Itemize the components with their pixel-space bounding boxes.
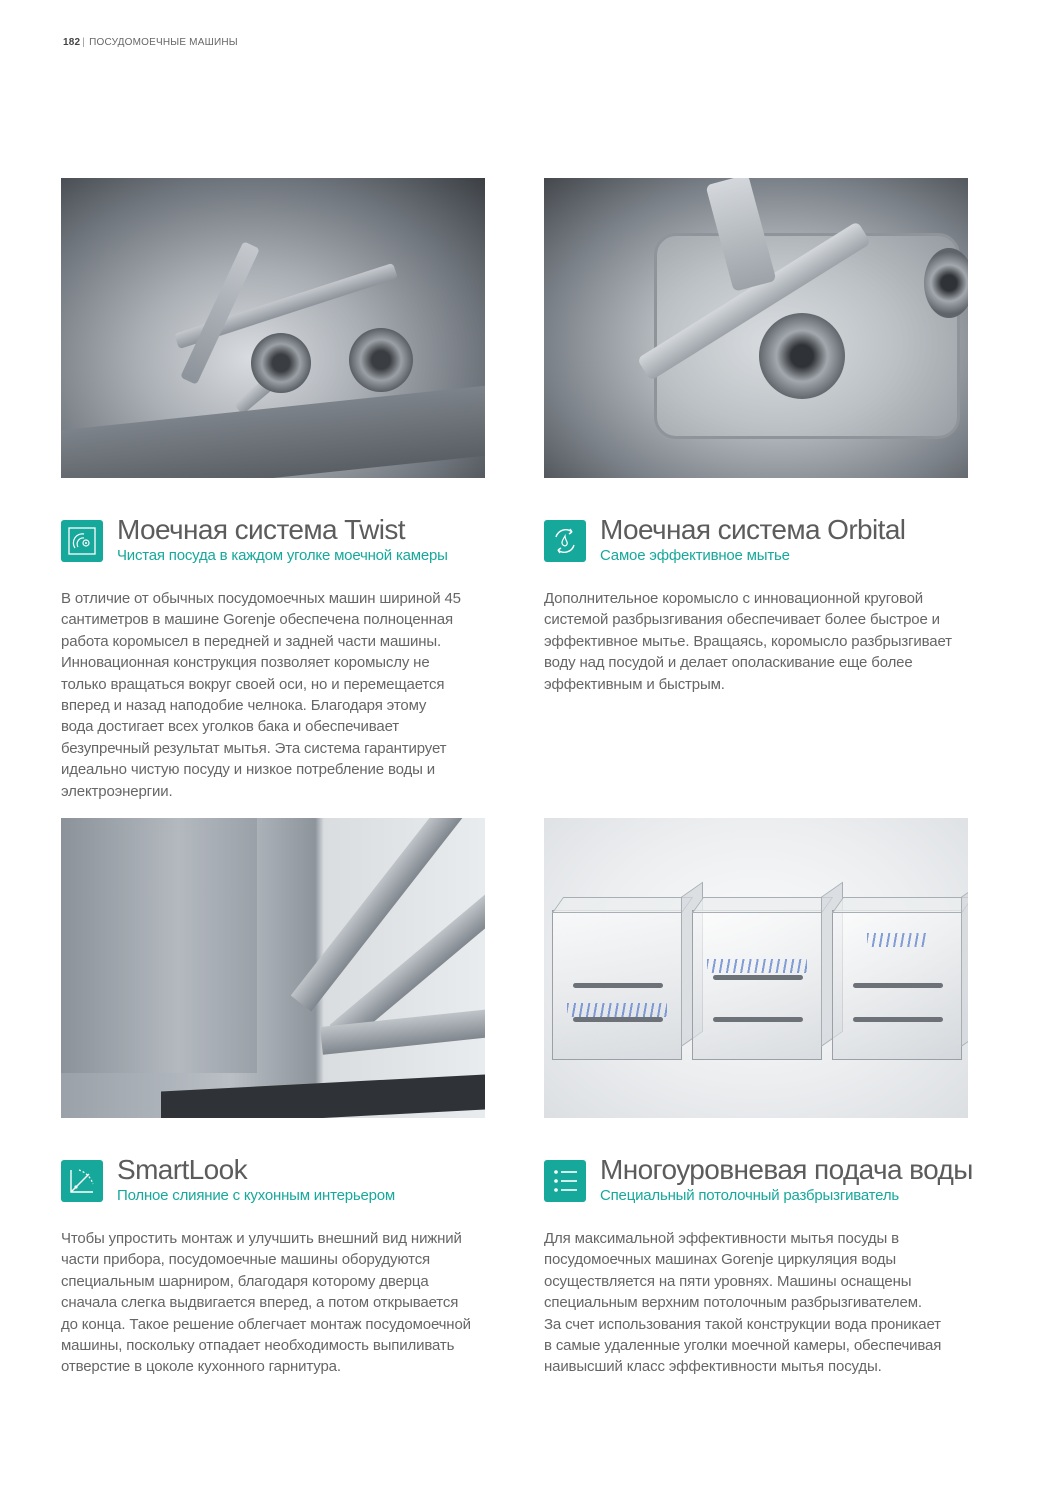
- description-line: только вращаться вокруг своей оси, но и перемещается: [61, 675, 445, 693]
- page-header: [63, 37, 238, 48]
- description-line: вода достигает всех уголков бака и обеспечивает: [61, 718, 399, 736]
- dishwasher-diagram-ceiling-level: [832, 910, 962, 1060]
- feature-subtitle: Чистая посуда в каждом уголке моечной камеры: [117, 547, 448, 564]
- description-line: Дополнительное коромысло с инновационной круговой: [544, 590, 924, 607]
- twist-spray-icon: [61, 520, 103, 562]
- dishwasher-diagram-lower-level: [552, 910, 682, 1060]
- description-line: сантиметров в машине Gorenje обеспечена полноценная: [61, 611, 453, 629]
- page-number: 182: [63, 37, 81, 48]
- description-line: в самые удаленные уголки моечной камеры, обеспечивая: [544, 1337, 942, 1355]
- feature-description: [61, 1228, 485, 1378]
- description-line: За счет использования такой конструкции вода проникает: [544, 1315, 941, 1333]
- twist-wash-system-photo: [61, 178, 485, 478]
- description-line: эффективное мытье. Вращаясь, коромысло разбрызгивает: [544, 632, 952, 650]
- smartlook-hinge-photo: [61, 818, 485, 1118]
- feature-title: Многоуровневая подача воды: [600, 1154, 973, 1185]
- description-line: осуществляется на пяти уровнях. Машины оснащены: [544, 1272, 912, 1290]
- description-line: эффективным и быстрым.: [544, 675, 725, 693]
- description-line: до конца. Такое решение облегчает монтаж посудомоечной: [61, 1315, 471, 1333]
- feature-description: [544, 588, 968, 695]
- feature-subtitle: Полное слияние с кухонным интерьером: [117, 1187, 396, 1204]
- description-line: машины, поскольку отпадает необходимость выпиливать: [61, 1337, 455, 1355]
- feature-title: Моечная система Twist: [117, 514, 405, 545]
- feature-subtitle: Самое эффективное мытье: [600, 547, 790, 564]
- description-line: части прибора, посудомоечные машины оборудуются: [61, 1251, 431, 1269]
- description-line: В отличие от обычных посудомоечных машин шириной 45: [61, 590, 461, 607]
- description-line: Чтобы упростить монтаж и улучшить внешний вид нижний: [61, 1230, 462, 1247]
- feature-title: Моечная система Orbital: [600, 514, 906, 545]
- dishwasher-diagram-middle-level: [692, 910, 822, 1060]
- description-line: электроэнергии.: [61, 782, 173, 800]
- description-line: Для максимальной эффективности мытья посуды в: [544, 1230, 899, 1247]
- description-line: безупречный результат мытья. Эта система гарантирует: [61, 739, 447, 757]
- description-line: системой разбрызгивания обеспечивает более быстрое и: [544, 611, 940, 629]
- description-line: вперед и назад наподобие челнока. Благодаря этому: [61, 697, 427, 715]
- feature-description: [61, 588, 485, 802]
- smartlook-door-icon: [61, 1160, 103, 1202]
- description-line: работа коромысел в передней и задней части машины.: [61, 632, 442, 650]
- orbital-rotation-icon: [544, 520, 586, 562]
- description-line: воду над посудой и делает ополаскивание еще более: [544, 654, 913, 672]
- description-line: сначала слегка выдвигается вперед, а потом открывается: [61, 1294, 459, 1312]
- multilevel-water-diagram: [544, 818, 968, 1118]
- description-line: посудомоечных машинах Gorenje циркуляция воды: [544, 1251, 896, 1269]
- section-title: ПОСУДОМОЕЧНЫЕ МАШИНЫ: [89, 37, 238, 48]
- multilevel-water-icon: [544, 1160, 586, 1202]
- description-line: специальным верхним потолочным разбрызгивателем.: [544, 1294, 922, 1312]
- description-line: отверстие в цоколе кухонного гарнитура.: [61, 1358, 341, 1376]
- feature-description: [544, 1228, 968, 1378]
- description-line: специальным шарниром, благодаря которому дверца: [61, 1272, 429, 1290]
- orbital-wash-system-photo: [544, 178, 968, 478]
- description-line: Инновационная конструкция позволяет коромыслу не: [61, 654, 430, 672]
- header-separator: |: [82, 37, 86, 48]
- feature-title: SmartLook: [117, 1154, 247, 1185]
- feature-subtitle: Специальный потолочный разбрызгиватель: [600, 1187, 899, 1204]
- description-line: идеально чистую посуду и низкое потребление воды и: [61, 761, 435, 779]
- description-line: наивысший класс эффективности мытья посуды.: [544, 1358, 882, 1376]
